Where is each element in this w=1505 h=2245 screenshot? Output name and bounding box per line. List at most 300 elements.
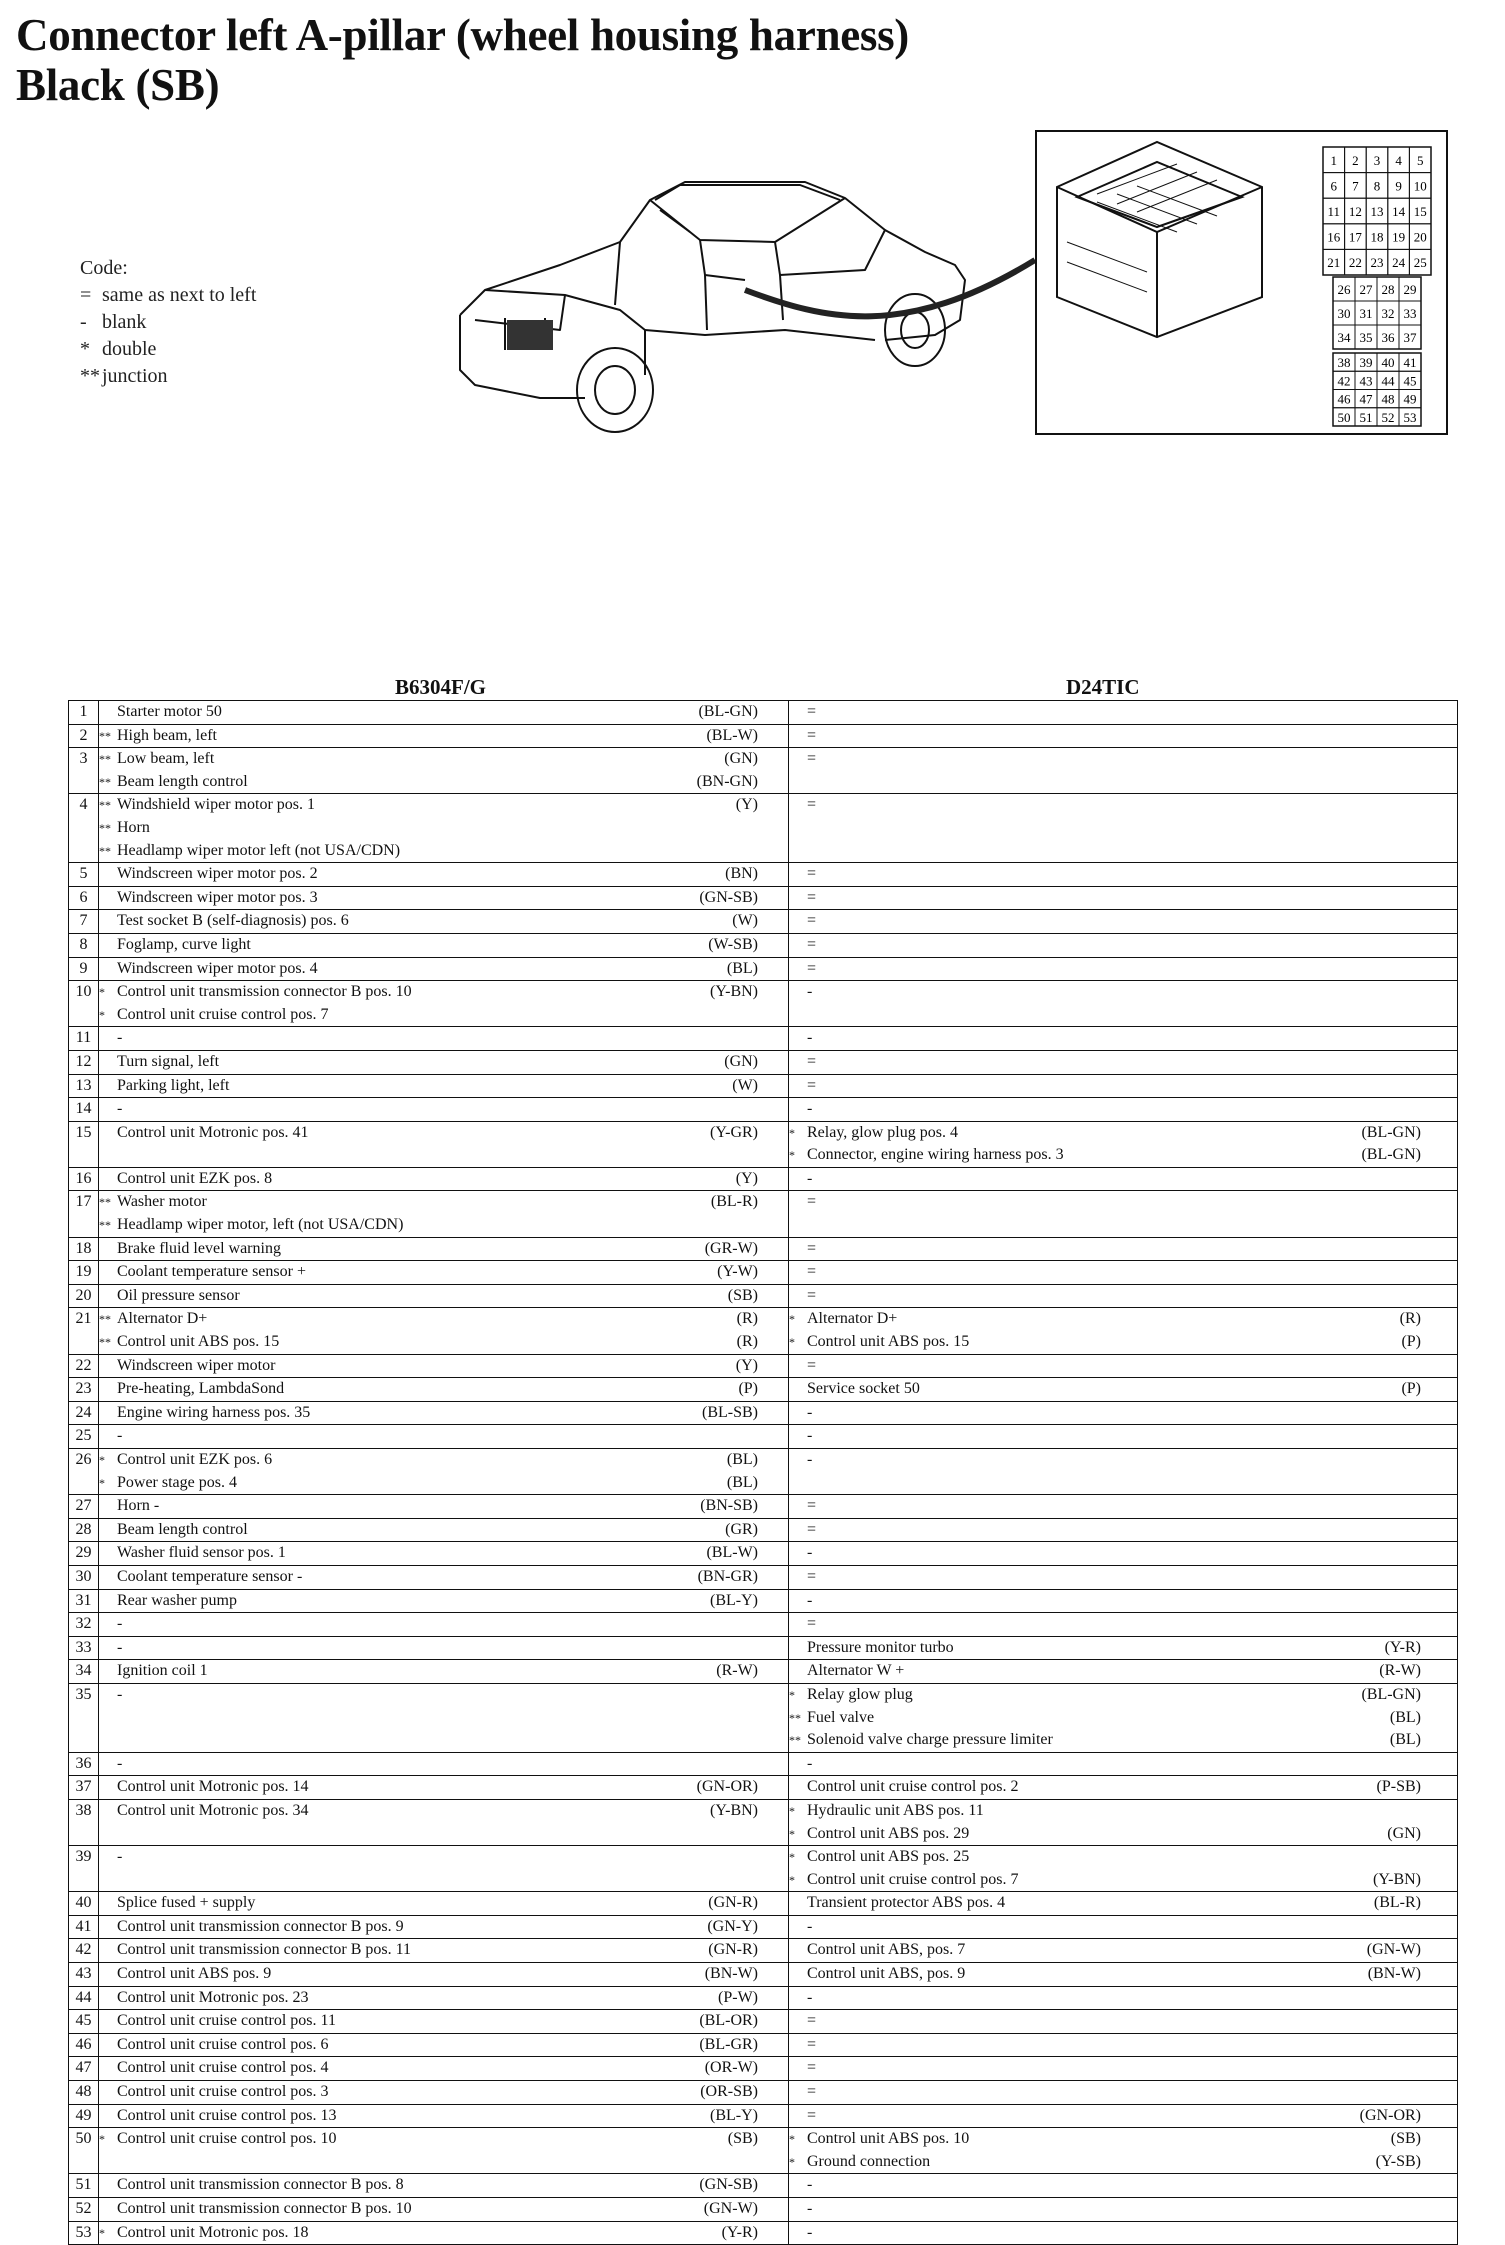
d24tic-cell [789,1237,1458,1261]
pin-entry-line [789,1590,1457,1613]
table-row [69,1939,1458,1963]
pin-entry-label [789,2034,816,2057]
connector-pin-number: 51 [1359,409,1373,425]
code-symbol: - [80,311,87,333]
pin-entry-text: Low beam, left [117,750,215,768]
wire-color [758,1846,788,1869]
pin-entry-text: Starter motor 50 [117,703,222,720]
pin-entry-line [99,1331,788,1354]
pin-entry-text: Splice fused + supply [117,1894,256,1912]
pin-entry-text: Engine wiring harness pos. 35 [117,1403,311,1421]
pin-entry-label [99,887,318,910]
wire-color [1421,701,1457,724]
pin-entry-line [789,1214,1457,1237]
pin-entry-line [789,981,1457,1004]
pin-entry-line [789,1355,1457,1378]
pin-entry-line [789,701,1457,724]
pin-number: 44 [69,1986,99,2010]
pin-entry-text: - [807,1754,813,1772]
page-title [16,10,909,110]
pin-entry-label [99,2105,337,2128]
pin-entry-label [99,2151,117,2174]
pin-entry-line [789,771,1457,794]
table-row [69,2198,1458,2222]
b6304-cell [99,863,789,887]
connector-pin-number: 4 [1395,152,1402,168]
pin-entry-label [789,1707,874,1730]
pin-number: 29 [69,1542,99,1566]
connector-pin-number: 41 [1403,355,1417,371]
connector-pin-number: 25 [1413,255,1427,271]
connector-pin-number: 38 [1337,355,1351,371]
pin-entry-label [789,1846,969,1869]
connector-pin-number: 48 [1381,391,1395,407]
pin-number: 45 [69,2010,99,2034]
pin-entry-label [789,934,816,957]
b6304-cell [99,1449,789,1495]
connector-pin-number: 27 [1359,282,1373,297]
pin-entry-label [789,1684,913,1707]
table-row [69,1378,1458,1402]
wire-color [758,1707,788,1730]
d24tic-cell [789,2198,1458,2222]
connector-pin-number: 13 [1370,204,1384,219]
pin-entry-line [99,958,788,981]
d24tic-cell [789,2221,1458,2245]
pin-entry-line [789,1707,1457,1730]
d24tic-cell [789,2174,1458,2198]
pin-entry-text: Alternator W + [807,1662,905,1680]
pin-entry-label [99,1729,117,1752]
d24tic-cell [789,1752,1458,1776]
wire-color: (GN-W) [1366,1941,1421,1959]
pin-entry-label [99,1939,411,1962]
d24tic-cell [789,1378,1458,1402]
wire-color [1421,1472,1457,1495]
pin-entry-line [789,1472,1457,1495]
pin-number: 39 [69,1846,99,1892]
pin-entry-line [99,1472,788,1495]
connector-pin-number: 17 [1348,229,1362,245]
b6304-cell [99,1915,789,1939]
table-row [69,981,1458,1027]
pin-entry-text: Hydraulic unit ABS pos. 11 [807,1801,984,1819]
pin-number: 6 [69,886,99,910]
pin-entry-line [789,1425,1457,1448]
pin-entry-label [99,1402,310,1425]
pin-entry-text: Horn - [117,1497,160,1515]
d24tic-cell [789,1660,1458,1684]
pin-number: 25 [69,1425,99,1449]
pin-entry-text: - [807,983,813,1001]
pin-entry-label [789,725,816,748]
table-row [69,886,1458,910]
wire-color [1421,1425,1457,1448]
pin-number: 8 [69,933,99,957]
wire-color [1421,934,1457,957]
pin-entry-marker: * [789,1803,795,1818]
pin-entry-marker: * [99,1453,105,1467]
b6304-cell [99,1237,789,1261]
pin-entry-line [99,1122,788,1145]
d24tic-cell [789,1121,1458,1167]
pin-entry-line [789,1098,1457,1121]
pin-entry-label [789,863,816,886]
b6304-cell [99,933,789,957]
pin-entry-line [789,1684,1457,1707]
pin-entry-line [99,2151,788,2174]
wire-color: (BL-GR) [699,2035,758,2053]
pin-entry-text: Control unit cruise control pos. 10 [117,2130,337,2148]
pin-entry-marker: ** [99,1218,111,1233]
d24tic-cell [789,1846,1458,1892]
pin-entry-line [789,863,1457,886]
pin-entry-label [99,2222,309,2245]
pin-entry-text: Power stage pos. 4 [117,1473,237,1491]
pin-entry-label [789,2222,812,2245]
pin-entry-text: - [117,1848,123,1866]
code-text: junction [102,365,168,387]
pin-entry-label [99,1051,219,1074]
pin-entry-line [789,1122,1457,1145]
pin-entry-line [789,794,1457,817]
pin-entry-marker: ** [99,1195,111,1210]
pin-entry-text: = [807,726,817,744]
pin-entry-text: Control unit ABS pos. 25 [807,1848,970,1866]
pin-entry-line [99,1707,788,1730]
table-row [69,1167,1458,1191]
pin-entry-label [789,2198,812,2221]
b6304-cell [99,2081,789,2105]
wire-color: (GN-R) [708,1941,758,1959]
pin-entry-text: Control unit ABS, pos. 7 [807,1941,966,1959]
pin-entry-line [99,817,788,840]
pin-entry-line [789,1191,1457,1214]
pin-entry-label [99,1566,302,1589]
pin-entry-label [99,1892,255,1915]
pin-entry-marker: ** [99,1335,111,1350]
pin-entry-line [99,1987,788,2010]
b6304-cell [99,1518,789,1542]
d24tic-cell [789,1939,1458,1963]
d24tic-cell [789,1565,1458,1589]
b6304-cell [99,1683,789,1752]
wire-color: (Y-R) [721,2223,758,2241]
pin-entry-marker: * [99,1475,105,1490]
pin-entry-text: - [807,1029,813,1047]
pin-number: 52 [69,2198,99,2222]
pin-entry-label [789,2105,816,2128]
pin-entry-label [789,2174,812,2197]
pin-entry-text: Beam length control [117,1520,248,1538]
wire-color: (OR-SB) [700,2083,758,2101]
connector-pin-number: 19 [1392,229,1406,245]
pin-entry-label [789,1660,904,1683]
d24tic-cell [789,1284,1458,1308]
pin-entry-text: = [807,2106,817,2124]
b6304-cell [99,957,789,981]
pin-entry-label [789,1238,816,1261]
pin-number: 51 [69,2174,99,2198]
pin-entry-line [789,1542,1457,1565]
b6304-cell [99,2221,789,2245]
pin-entry-label [99,1846,122,1869]
wire-color: (SB) [1390,2130,1421,2148]
table-row [69,1892,1458,1916]
pin-entry-line [789,1892,1457,1915]
pin-entry-text: Control unit Motronic pos. 34 [117,1801,309,1819]
pin-entry-label [789,840,807,863]
connector-pin-number: 21 [1327,255,1341,271]
pin-entry-line [99,2057,788,2080]
pin-number: 5 [69,863,99,887]
d24tic-cell [789,1613,1458,1637]
pin-entry-marker: ** [99,774,111,789]
wire-color [758,1729,788,1752]
wire-color [1421,1402,1457,1425]
d24tic-cell [789,1915,1458,1939]
table-row [69,1237,1458,1261]
pin-table-wrapper [68,700,1458,2241]
wire-color [1421,1800,1457,1823]
table-row [69,2057,1458,2081]
pin-entry-text: Control unit EZK pos. 6 [117,1451,273,1468]
b6304-cell [99,1050,789,1074]
pin-entry-label [99,2128,337,2151]
d24tic-cell [789,910,1458,934]
pin-entry-marker: ** [99,1312,111,1327]
pin-entry-line [99,1939,788,1962]
table-row [69,724,1458,748]
pin-number: 7 [69,910,99,934]
wire-color: (R) [736,1333,758,1351]
pin-entry-label [99,1660,208,1683]
pin-entry-text: = [807,2083,817,2101]
pin-entry-label [789,794,816,817]
pin-entry-text: Control unit transmission connector B pos. 10 [117,2200,412,2217]
pin-entry-label [789,1285,816,1308]
wire-color: (BL-W) [706,1544,758,1562]
d24tic-cell [789,1986,1458,2010]
wire-color [1421,817,1457,840]
pin-entry-text: - [807,1591,813,1609]
pin-number: 27 [69,1495,99,1519]
pin-entry-line [99,1753,788,1776]
pin-entry-text: = [807,935,817,953]
pin-entry-label [789,1869,1019,1892]
pin-entry-label [99,1214,403,1237]
wire-color: (P) [1401,1380,1421,1398]
pin-entry-label [789,958,816,981]
pin-entry-text: = [807,1239,817,1257]
pin-entry-text: = [807,1263,817,1281]
pin-entry-line [99,1004,788,1027]
pin-entry-label [789,1729,1053,1752]
pin-entry-label [99,2057,329,2080]
pin-number: 2 [69,724,99,748]
d24tic-cell [789,1683,1458,1752]
pin-entry-line [99,1660,788,1683]
pin-entry-text: Windshield wiper motor pos. 1 [117,796,315,814]
code-symbol: ** [80,365,100,387]
wire-color [758,1027,788,1050]
pin-entry-label [789,817,807,840]
pin-entry-text: Control unit Motronic pos. 23 [117,1988,309,2006]
pin-entry-label [789,1308,897,1331]
table-row [69,2128,1458,2174]
pin-entry-text: Pressure monitor turbo [807,1638,954,1656]
pin-entry-line [99,1449,788,1472]
wire-color [758,1214,788,1237]
connector-pin-number: 9 [1395,178,1402,194]
pin-number: 9 [69,957,99,981]
table-row [69,1261,1458,1285]
pin-entry-label [789,2151,930,2174]
wire-color: (BL-R) [710,1193,758,1211]
pin-entry-label [99,1238,281,1261]
column-header-b6304: B6304F/G [395,675,487,699]
b6304-cell [99,1776,789,1800]
pin-entry-label [789,1823,969,1846]
table-row [69,1660,1458,1684]
pin-entry-line [99,2034,788,2057]
b6304-cell [99,1963,789,1987]
pin-entry-line [99,1214,788,1237]
wire-color: (BL-GN) [1361,1685,1421,1703]
pin-entry-marker: * [789,2154,795,2169]
pin-entry-label [789,1495,816,1518]
pin-entry-line [99,748,788,771]
wire-color [1421,1075,1457,1098]
wire-color: (W) [732,912,758,930]
pin-entry-text: Washer motor [117,1193,207,1211]
wire-color [1421,1495,1457,1518]
connector-pin-number: 52 [1381,409,1395,425]
wire-color: (GN-OR) [1359,2106,1421,2124]
pin-entry-line [99,934,788,957]
pin-entry-text: = [807,1076,817,1094]
wire-color: (Y-GR) [710,1123,758,1141]
pin-number: 41 [69,1915,99,1939]
connector-pin-number: 18 [1370,229,1384,245]
connector-pin-number: 20 [1413,229,1427,245]
wire-color: (Y) [735,796,758,814]
pin-entry-line [789,1637,1457,1660]
pin-entry-text: Control unit cruise control pos. 6 [117,2035,329,2053]
pin-entry-marker: * [789,1312,795,1327]
d24tic-cell [789,1425,1458,1449]
b6304-cell [99,2057,789,2081]
table-row [69,1050,1458,1074]
pin-entry-line [789,1308,1457,1331]
connector-pin-number: 33 [1403,306,1417,321]
wire-color: (BN-W) [1367,1965,1421,1983]
pin-number: 49 [69,2104,99,2128]
pin-entry-line [789,910,1457,933]
pin-entry-marker: * [789,1125,795,1140]
wire-color [758,1098,788,1121]
pin-entry-label [789,1542,812,1565]
table-row [69,2174,1458,2198]
wire-color: (BL-W) [706,726,758,744]
pin-entry-line [99,1168,788,1191]
wire-color [1421,1027,1457,1050]
pin-entry-text: Control unit ABS pos. 15 [117,1333,280,1351]
wire-color: (Y) [735,1169,758,1187]
table-row [69,748,1458,794]
code-legend [80,255,256,390]
wire-color [758,1425,788,1448]
pin-entry-marker: * [789,1872,795,1887]
pin-entry-label [789,748,816,771]
pin-number: 1 [69,701,99,725]
pin-entry-line [99,1892,788,1915]
b6304-cell [99,2010,789,2034]
b6304-cell [99,1284,789,1308]
pin-entry-label [99,958,318,981]
pin-entry-text: Turn signal, left [117,1052,220,1070]
b6304-cell [99,1425,789,1449]
connector-pin-number: 29 [1403,282,1417,297]
d24tic-cell [789,1308,1458,1354]
pin-entry-line [789,1519,1457,1542]
wire-color [1421,2081,1457,2104]
wire-color [1421,2174,1457,2197]
wire-color: (BN-W) [704,1965,758,1983]
b6304-cell [99,1939,789,1963]
pin-entry-text: Horn [117,818,150,836]
pin-entry-label [789,1144,1064,1167]
pin-entry-label [99,1144,117,1167]
pin-entry-text: Fuel valve [807,1708,875,1726]
d24tic-cell [789,724,1458,748]
wire-color: (BL-R) [1373,1894,1421,1912]
pin-entry-line [789,1378,1457,1401]
pin-entry-label [99,1191,207,1214]
pin-entry-text: - [807,1100,813,1118]
pin-entry-text: - [807,1988,813,2006]
wire-color: (GN) [1387,1824,1421,1842]
pin-entry-line [789,1495,1457,1518]
wire-color: (Y-BN) [710,1801,758,1819]
pin-entry-text: = [807,1193,817,1211]
wire-color [1421,1214,1457,1237]
b6304-cell [99,1354,789,1378]
pin-entry-label [99,1122,309,1145]
pin-entry-text: = [807,796,817,814]
pin-entry-line [99,2198,788,2221]
pin-entry-label [789,2081,816,2104]
wire-color: (P-SB) [1376,1778,1421,1796]
pin-entry-text: Control unit ABS pos. 15 [807,1333,970,1351]
pin-entry-marker: * [789,1850,795,1865]
d24tic-cell [789,957,1458,981]
pin-entry-line [99,2105,788,2128]
pin-entry-label [789,1963,965,1986]
pin-entry-text: - [117,1685,123,1703]
wire-color: (GN-OR) [696,1778,758,1796]
pin-entry-line [789,1846,1457,1869]
connector-pin-number: 46 [1337,391,1351,407]
pin-entry-text: = [807,2059,817,2077]
pin-number: 40 [69,1892,99,1916]
wire-color: (Y) [735,1356,758,1374]
wire-color [758,840,788,863]
pin-entry-line [789,1402,1457,1425]
pin-entry-line [789,934,1457,957]
pin-entry-label [789,1590,812,1613]
pin-entry-marker: * [789,2132,795,2147]
